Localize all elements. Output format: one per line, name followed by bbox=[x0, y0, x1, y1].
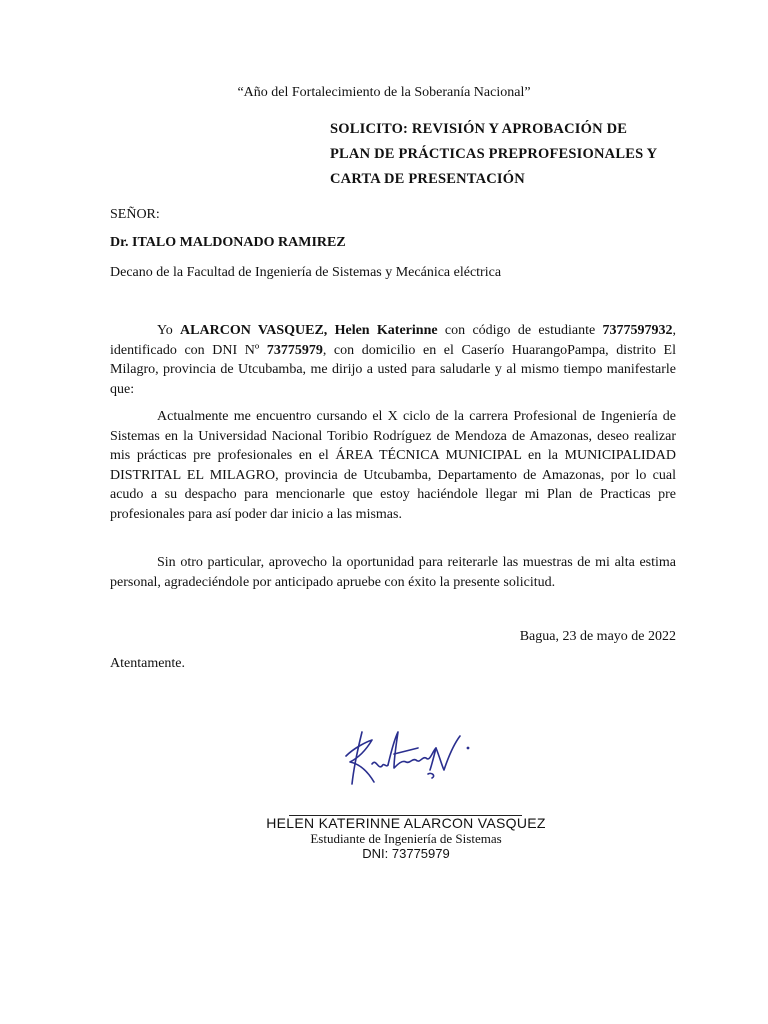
signer-dni: DNI: 73775979 bbox=[362, 846, 450, 861]
student-code: 7377597932 bbox=[602, 323, 673, 338]
place-date: Bagua, 23 de mayo de 2022 bbox=[519, 629, 676, 644]
subject-line-1: SOLICITO: REVISIÓN Y APROBACIÓN DE bbox=[330, 121, 628, 137]
subject-line-2: PLAN DE PRÁCTICAS PREPROFESIONALES Y bbox=[330, 146, 658, 162]
addressee-name: Dr. ITALO MALDONADO RAMIREZ bbox=[110, 235, 346, 250]
paragraph-body: Actualmente me encuentro cursando el X ciclo de la carrera Profesional de Ingeniería de Sistemas en la Universidad Nacional Toribio Rodríguez de Mendoza de Amazonas, deseo realizar mis prácticas pre profesionales en el ÁREA TÉCNICA MUNICIPAL en la MUNICIPALIDAD DISTRITAL EL MILAGRO, provincia de Utcubamba, Departamento de Amazonas, por lo cual acudo a su despacho para mencionarle que estoy haciéndole llegar mi Plan de Practicas pre profesionales para así poder dar inicio a las mismas. bbox=[110, 409, 676, 522]
student-name: ALARCON VASQUEZ, Helen Katerinne bbox=[180, 323, 438, 338]
paragraph-introduction: Yo ALARCON VASQUEZ, Helen Katerinne con código de estudiante 7377597932, identificado con DNI Nº 73775979, con domicilio en el Caserío HuarangoPampa, distrito El Milagro, provincia de Utcubamba, me dirijo a usted para saludarle y al mismo tiempo manifestarle que: bbox=[110, 323, 676, 397]
handwritten-signature bbox=[332, 718, 472, 790]
salutation: SEÑOR: bbox=[110, 207, 160, 222]
motto-header: “Año del Fortalecimiento de la Soberanía Nacional” bbox=[237, 85, 531, 100]
subject-line-3: CARTA DE PRESENTACIÓN bbox=[330, 171, 525, 187]
paragraph-closing: Sin otro particular, aprovecho la oportunidad para reiterarle las muestras de mi alta estima personal, agradeciéndole por anticipado apruebe con éxito la presente solicitud. bbox=[110, 555, 676, 590]
signer-role: Estudiante de Ingeniería de Sistemas bbox=[310, 831, 502, 846]
closing-regards: Atentamente. bbox=[110, 656, 186, 671]
student-dni: 73775979 bbox=[266, 342, 323, 358]
signer-name: HELEN KATERINNE ALARCON VASQUEZ bbox=[266, 815, 546, 831]
addressee-title: Decano de la Facultad de Ingeniería de Sistemas y Mecánica eléctrica bbox=[110, 265, 502, 280]
